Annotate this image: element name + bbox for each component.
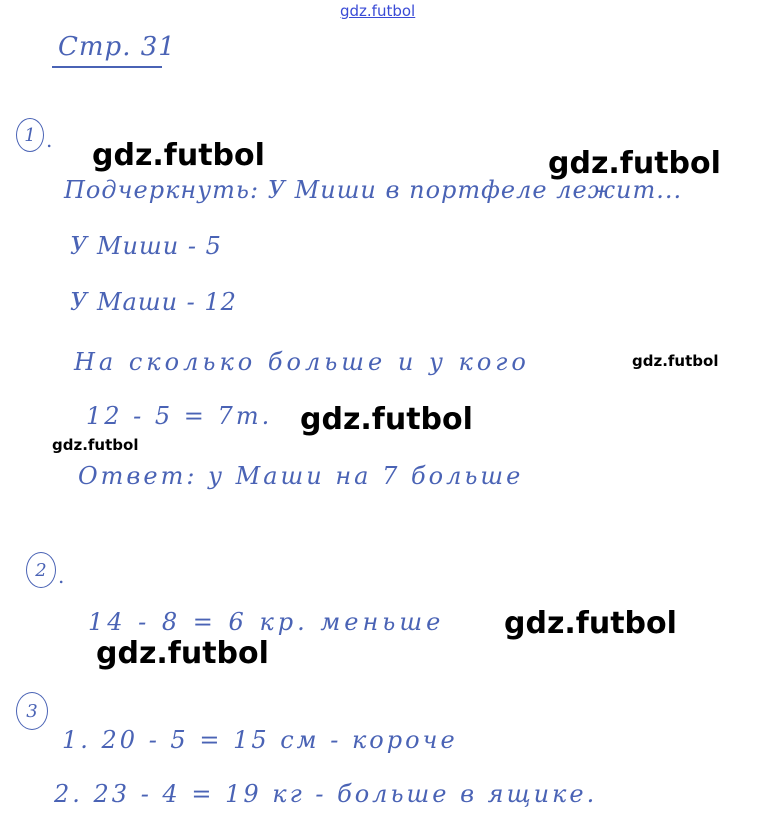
task-1-line-4: На сколько больше и у кого [74, 348, 530, 376]
task-1-dot: . [46, 128, 53, 152]
watermark: gdz.futbol [300, 402, 473, 437]
task-1-number: 1 [16, 118, 44, 152]
task-2-number: 2 [26, 552, 56, 588]
heading-underline [52, 66, 162, 68]
watermark: gdz.futbol [92, 138, 265, 173]
task-2-line-1: 14 - 8 = 6 кр. меньше [88, 608, 445, 636]
watermark: gdz.futbol [548, 146, 721, 181]
task-3-number: 3 [16, 692, 48, 730]
site-link[interactable]: gdz.futbol [340, 2, 416, 20]
watermark: gdz.futbol [52, 436, 139, 454]
page-heading: Стр. 31 [58, 32, 176, 62]
watermark: gdz.futbol [504, 606, 677, 641]
watermark: gdz.futbol [96, 636, 269, 671]
task-1-line-6: Ответ: у Маши на 7 больше [78, 462, 524, 490]
task-3-line-2: 2. 23 - 4 = 19 кг - больше в ящике. [54, 780, 598, 808]
task-2-dot: . [58, 564, 65, 588]
task-1-line-3: У Маши - 12 [70, 288, 237, 316]
watermark: gdz.futbol [632, 352, 719, 370]
task-1-line-2: У Миши - 5 [70, 232, 222, 260]
task-3-line-1: 1. 20 - 5 = 15 см - короче [62, 726, 458, 754]
task-1-line-1: Подчеркнуть: У Миши в портфеле лежит... [64, 176, 683, 204]
task-1-line-5: 12 - 5 = 7т. [86, 402, 273, 430]
